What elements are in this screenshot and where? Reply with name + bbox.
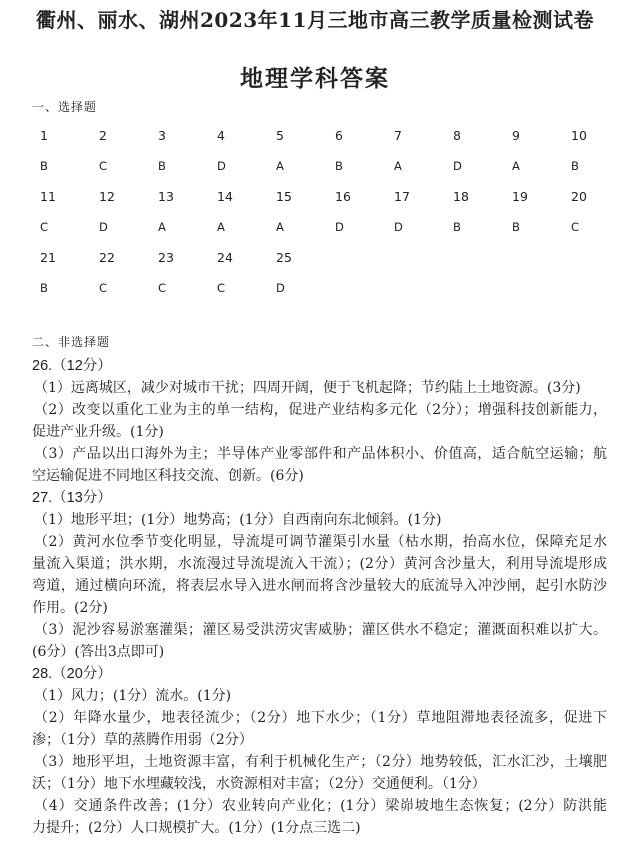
answer-line: 促进产业升级。(1分) xyxy=(32,424,164,440)
question-number: 21 xyxy=(40,249,56,265)
question-number: 2 xyxy=(99,127,107,143)
question-number: 11 xyxy=(40,188,56,204)
answer-line: 弯道，通过横向环流，将表层水导入进水闸而将含沙量较大的底流导入冲沙闸，起引水防沙 xyxy=(32,578,607,594)
answer-line: 作用。(2分) xyxy=(32,600,108,616)
answer-line: 空运输促进不同地区科技交流、创新。(6分) xyxy=(32,468,304,484)
answer-letter: A xyxy=(158,219,166,234)
question-number: 16 xyxy=(335,188,351,204)
question-heading: 26.（12分） xyxy=(32,358,112,374)
answer-letter: C xyxy=(158,280,167,295)
answer-letter: A xyxy=(276,219,284,234)
question-number: 17 xyxy=(394,188,410,204)
answer-line: （3）泥沙容易淤塞灌渠；灌区易受洪涝灾害威胁；灌区供水不稳定；灌溉面积难以扩大。 xyxy=(34,622,607,638)
answer-letter: B xyxy=(40,280,48,295)
question-heading: 27.（13分） xyxy=(32,490,112,506)
answer-letter: B xyxy=(40,158,48,173)
answer-row xyxy=(28,212,618,243)
answer-line: （3）地形平坦，土地资源丰富，有利于机械化生产；（2分）地势较低，汇水汇沙，土壤肥 xyxy=(34,754,607,770)
answer-row xyxy=(28,151,618,182)
question-number: 22 xyxy=(99,249,115,265)
answer-line: 渗；（1分）草的蒸腾作用弱（2分） xyxy=(32,732,253,748)
answer-line: （1）远离城区，减少对城市干扰；四周开阔，便于飞机起降；节约陆上土地资源。(3分) xyxy=(34,380,581,396)
answer-letter: C xyxy=(99,158,108,173)
question-number: 9 xyxy=(512,127,520,143)
answer-letter: B xyxy=(571,158,579,173)
question-number: 19 xyxy=(512,188,528,204)
answer-line: 力提升；(2分）人口规模扩大。(1分）(1分点三选二) xyxy=(32,820,361,836)
question-heading: 28.（20分） xyxy=(32,666,112,682)
answer-letter: D xyxy=(453,158,462,173)
answer-letter: D xyxy=(276,280,285,295)
question-number: 12 xyxy=(99,188,115,204)
question-number: 10 xyxy=(571,127,587,143)
answer-letter: D xyxy=(99,219,108,234)
question-number: 24 xyxy=(217,249,233,265)
answer-letter: A xyxy=(512,158,520,173)
question-number: 4 xyxy=(217,127,225,143)
question-number: 14 xyxy=(217,188,233,204)
answer-line: （1）地形平坦；(1分）地势高；(1分）自西南向东北倾斜。(1分) xyxy=(34,512,442,528)
answer-grid xyxy=(28,120,618,303)
question-number: 20 xyxy=(571,188,587,204)
answer-line: 沃；（1分）地下水埋藏较浅，水资源相对丰富；（2分）交通便利。（1分） xyxy=(32,776,486,792)
answer-letter: B xyxy=(335,158,343,173)
document-subtitle: 地理学科答案 xyxy=(240,65,390,92)
answer-letter: D xyxy=(394,219,403,234)
answer-line: （3）产品以出口海外为主；半导体产业零部件和产品体积小、价值高，适合航空运输；航 xyxy=(34,446,607,462)
question-number: 25 xyxy=(276,249,292,265)
answer-letter: B xyxy=(512,219,520,234)
answer-letter: C xyxy=(40,219,49,234)
answer-letter: D xyxy=(217,158,226,173)
question-number: 5 xyxy=(276,127,284,143)
question-number-row xyxy=(28,242,618,273)
answer-row xyxy=(28,273,618,304)
question-number: 3 xyxy=(158,127,166,143)
document-title: 衢州、丽水、湖州2023年11月三地市高三教学质量检测试卷 xyxy=(36,8,594,32)
answer-letter: A xyxy=(394,158,402,173)
question-number: 8 xyxy=(453,127,461,143)
question-number: 7 xyxy=(394,127,402,143)
section-heading-multiple-choice: 一、选择题 xyxy=(32,100,98,114)
answer-letter: A xyxy=(276,158,284,173)
question-number: 6 xyxy=(335,127,343,143)
question-number: 13 xyxy=(158,188,174,204)
answer-line: （2）改变以重化工业为主的单一结构，促进产业结构多元化（2分）；增强科技创新能力， xyxy=(34,402,607,418)
answer-letter: A xyxy=(217,219,225,234)
answer-letter: B xyxy=(158,158,166,173)
question-number: 15 xyxy=(276,188,292,204)
answer-letter: D xyxy=(335,219,344,234)
question-number-row xyxy=(28,181,618,212)
answer-letter: C xyxy=(571,219,580,234)
non-multiple-choice-answers xyxy=(32,335,607,839)
question-number-row xyxy=(28,120,618,151)
question-number: 1 xyxy=(40,127,48,143)
answer-letter: B xyxy=(453,219,461,234)
question-number: 23 xyxy=(158,249,174,265)
answer-line: （2）年降水量少，地表径流少；（2分）地下水少；（1分）草地阻滞地表径流多，促进下 xyxy=(34,710,607,726)
question-number: 18 xyxy=(453,188,469,204)
answer-line: 量流入渠道；洪水期，水流漫过导流堤流入干流）；(2分）黄河含沙量大，利用导流堤形成 xyxy=(32,556,607,572)
answer-line: （2）黄河水位季节变化明显，导流堤可调节灌渠引水量（枯水期，抬高水位，保障充足水 xyxy=(34,534,607,550)
section-heading-non-multiple-choice: 二、非选择题 xyxy=(32,335,111,349)
answer-letter: C xyxy=(217,280,226,295)
answer-line: （4）交通条件改善；(1分）农业转向产业化；(1分）梁峁坡地生态恢复；(2分）防洪能 xyxy=(34,798,607,814)
answer-line: (6分）(答出3点即可) xyxy=(32,644,165,660)
answer-line: （1）风力；(1分）流水。(1分) xyxy=(34,688,232,704)
answer-letter: C xyxy=(99,280,108,295)
